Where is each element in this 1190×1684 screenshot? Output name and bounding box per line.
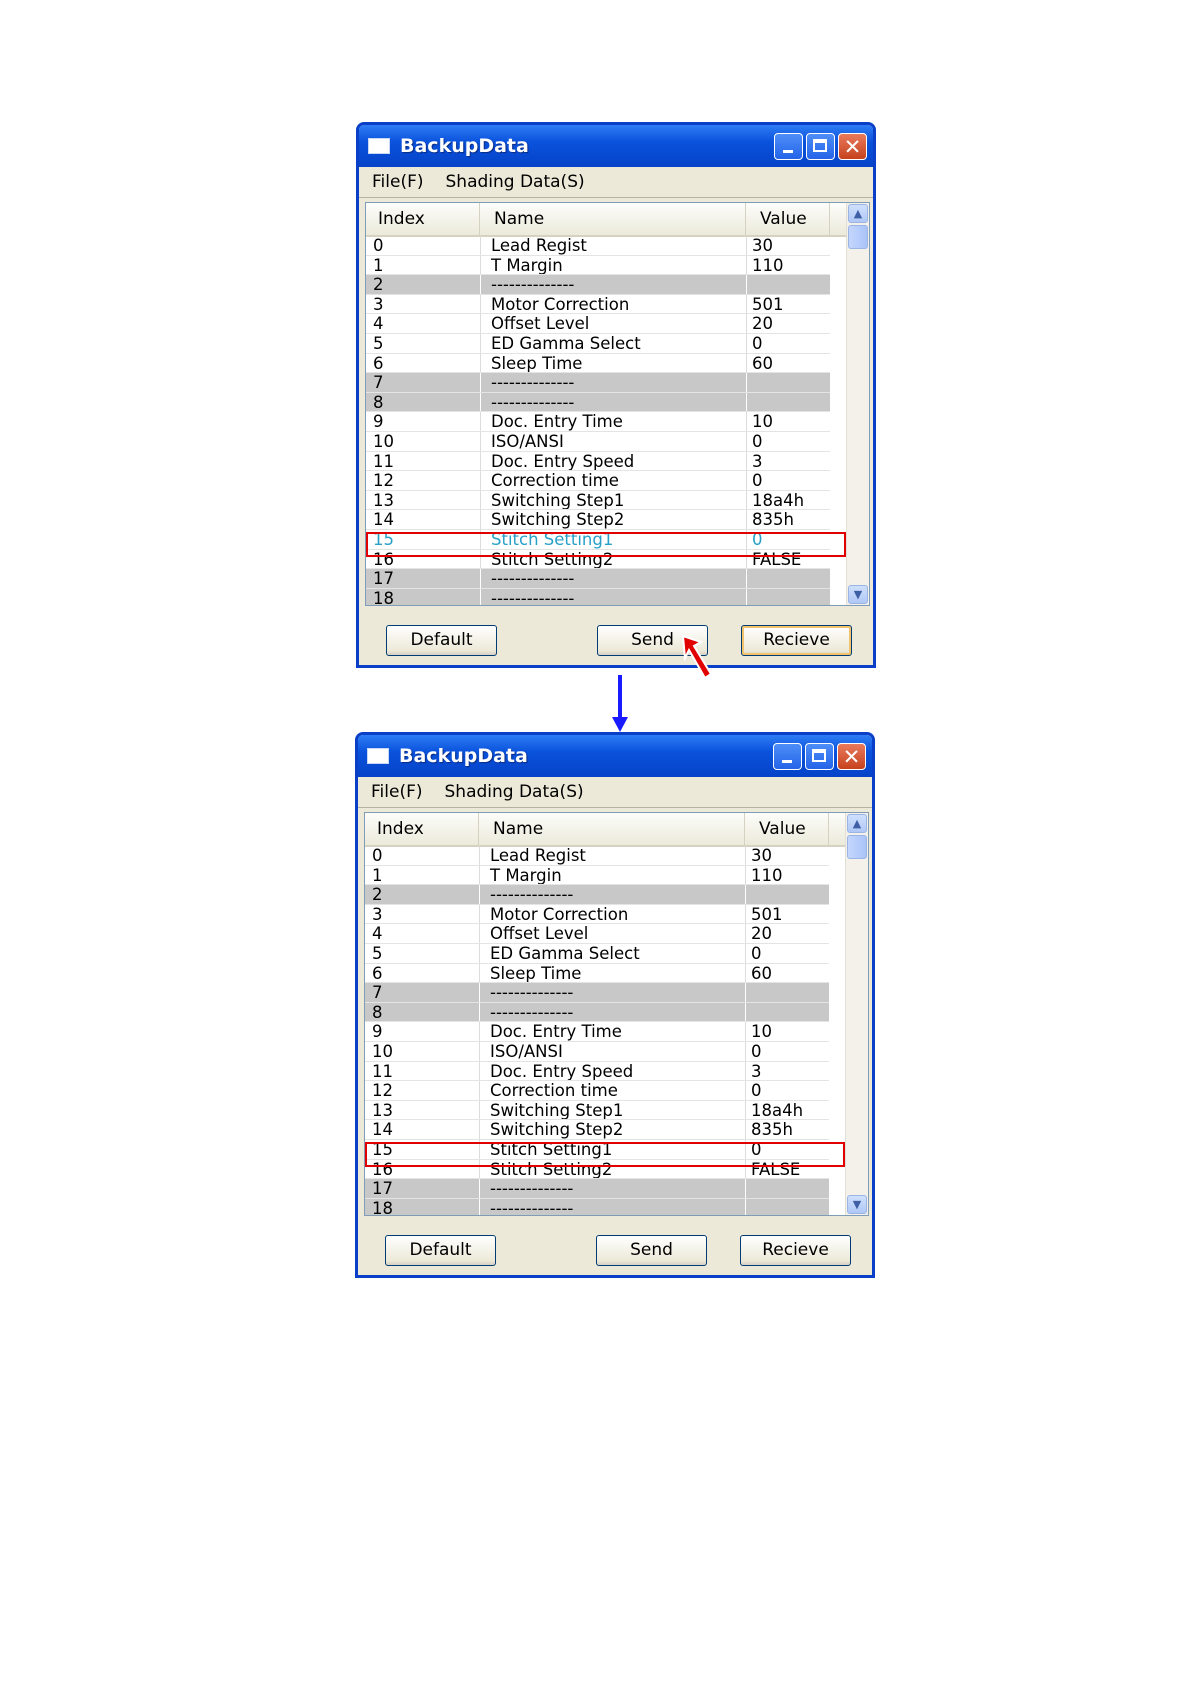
flow-down-arrow-icon <box>612 675 628 733</box>
backup-data-list[interactable] <box>364 812 869 1216</box>
receive-button[interactable]: Recieve <box>741 625 852 656</box>
list-header <box>365 813 868 847</box>
list-row[interactable] <box>366 256 830 276</box>
list-row[interactable] <box>366 432 830 452</box>
list-row-separator[interactable] <box>365 885 829 905</box>
menu-bar <box>358 777 872 808</box>
row-index-cell: 10 <box>373 431 394 451</box>
row-index-cell: 3 <box>372 904 383 924</box>
row-value-cell <box>745 1179 829 1198</box>
row-name-cell: Lead Regist <box>479 846 745 865</box>
menu-shading-data[interactable]: Shading Data(S) <box>444 782 584 802</box>
row-index-cell: 14 <box>373 510 394 529</box>
row-index-cell: 9 <box>372 1022 383 1041</box>
list-row[interactable] <box>365 944 829 964</box>
minimize-icon <box>782 760 792 763</box>
row-index-cell: 15 <box>373 529 394 549</box>
vertical-scrollbar[interactable] <box>845 813 868 1215</box>
list-row[interactable] <box>365 1140 829 1160</box>
row-value-cell: 110 <box>745 866 829 885</box>
scroll-thumb[interactable] <box>848 225 868 249</box>
row-value-cell: 501 <box>745 905 829 924</box>
list-row[interactable] <box>366 550 830 570</box>
row-value-cell: 835h <box>746 510 830 529</box>
list-row-separator[interactable] <box>365 1003 829 1023</box>
row-name-cell: Lead Regist <box>480 236 746 255</box>
row-index-cell: 5 <box>373 333 384 353</box>
list-row-separator[interactable] <box>366 393 830 413</box>
row-value-cell: 10 <box>745 1022 829 1041</box>
row-value-cell: 0 <box>745 944 829 963</box>
row-value-cell: 30 <box>746 236 830 255</box>
app-icon <box>367 748 389 764</box>
row-name-cell: Correction time <box>480 471 746 490</box>
list-row[interactable] <box>365 1042 829 1062</box>
scroll-down-icon[interactable]: ▼ <box>847 1195 867 1214</box>
menu-bar <box>359 167 873 198</box>
row-index-cell: 0 <box>373 236 384 255</box>
row-value-cell: 30 <box>745 846 829 865</box>
row-index-cell: 4 <box>373 314 384 333</box>
row-value-cell: 18a4h <box>745 1101 829 1120</box>
row-value-cell: 0 <box>746 334 830 353</box>
vertical-scrollbar[interactable] <box>846 203 869 605</box>
list-row-separator[interactable] <box>366 373 830 393</box>
row-name-cell: Stitch Setting2 <box>480 550 746 569</box>
list-row-separator[interactable] <box>366 569 830 589</box>
row-name-cell: Motor Correction <box>480 295 746 314</box>
list-header <box>366 203 869 237</box>
default-button[interactable]: Default <box>385 1235 496 1266</box>
row-name-cell: -------------- <box>479 1199 745 1216</box>
row-index-cell: 18 <box>373 588 394 606</box>
list-row[interactable] <box>366 354 830 374</box>
row-name-cell: -------------- <box>480 373 746 392</box>
row-index-cell: 2 <box>372 885 383 904</box>
row-value-cell: 20 <box>745 924 829 943</box>
row-name-cell: -------------- <box>480 275 746 294</box>
minimize-button[interactable] <box>773 743 802 770</box>
row-index-cell: 17 <box>372 1179 393 1198</box>
row-index-cell: 5 <box>372 943 383 963</box>
list-row[interactable] <box>366 295 830 315</box>
row-name-cell: -------------- <box>480 393 746 412</box>
row-index-cell: 13 <box>373 490 394 510</box>
row-value-cell: 3 <box>746 452 830 471</box>
close-button[interactable] <box>837 743 866 770</box>
row-index-cell: 14 <box>372 1120 393 1139</box>
column-header-value[interactable]: Value <box>746 203 830 235</box>
column-header-value[interactable]: Value <box>745 813 829 845</box>
row-name-cell: ISO/ANSI <box>479 1042 745 1061</box>
row-index-cell: 16 <box>372 1159 393 1179</box>
row-value-cell: FALSE <box>745 1160 829 1179</box>
row-name-cell: ED Gamma Select <box>480 334 746 353</box>
row-index-cell: 13 <box>372 1100 393 1120</box>
row-value-cell <box>745 1003 829 1022</box>
row-name-cell: T Margin <box>479 866 745 885</box>
row-value-cell: FALSE <box>746 550 830 569</box>
row-value-cell <box>745 983 829 1002</box>
row-index-cell: 11 <box>373 451 394 471</box>
menu-shading-data[interactable]: Shading Data(S) <box>445 172 585 192</box>
row-index-cell: 8 <box>373 392 384 412</box>
list-row[interactable] <box>365 1081 829 1101</box>
row-name-cell: Sleep Time <box>480 354 746 373</box>
row-value-cell <box>745 1199 829 1216</box>
app-icon <box>368 138 390 154</box>
row-value-cell: 20 <box>746 314 830 333</box>
row-name-cell: Stitch Setting1 <box>479 1140 745 1159</box>
row-name-cell: -------------- <box>480 569 746 588</box>
row-value-cell: 0 <box>746 432 830 451</box>
list-row-separator[interactable] <box>366 589 830 606</box>
column-header-name[interactable]: Name <box>480 203 746 235</box>
row-value-cell: 835h <box>745 1120 829 1139</box>
row-name-cell: Stitch Setting2 <box>479 1160 745 1179</box>
row-value-cell: 0 <box>745 1042 829 1061</box>
row-value-cell: 0 <box>745 1081 829 1100</box>
list-row[interactable] <box>366 236 830 256</box>
list-row[interactable] <box>366 412 830 432</box>
list-rows <box>366 236 830 606</box>
row-value-cell <box>746 393 830 412</box>
scroll-down-icon[interactable]: ▼ <box>848 585 868 604</box>
row-name-cell: -------------- <box>480 589 746 606</box>
list-rows <box>365 846 829 1216</box>
row-index-cell: 0 <box>372 846 383 865</box>
row-name-cell: -------------- <box>479 983 745 1002</box>
close-button[interactable] <box>838 133 867 160</box>
column-header-index[interactable]: Index <box>365 813 479 845</box>
row-name-cell: -------------- <box>479 885 745 904</box>
row-name-cell: Doc. Entry Speed <box>479 1062 745 1081</box>
list-row[interactable] <box>365 1022 829 1042</box>
receive-button[interactable]: Recieve <box>740 1235 851 1266</box>
row-name-cell: ISO/ANSI <box>480 432 746 451</box>
scroll-up-icon[interactable]: ▲ <box>848 204 868 223</box>
list-row[interactable] <box>366 452 830 472</box>
maximize-icon <box>812 749 826 762</box>
list-row[interactable] <box>365 846 829 866</box>
row-value-cell: 3 <box>745 1062 829 1081</box>
close-icon: ✕ <box>842 745 861 769</box>
row-name-cell: Offset Level <box>479 924 745 943</box>
row-index-cell: 15 <box>372 1139 393 1159</box>
row-name-cell: Switching Step2 <box>479 1120 745 1139</box>
window-title: BackupData <box>400 135 529 157</box>
row-index-cell: 7 <box>373 373 384 392</box>
list-row[interactable] <box>366 491 830 511</box>
list-row[interactable] <box>366 530 830 550</box>
list-row[interactable] <box>365 866 829 886</box>
list-row-separator[interactable] <box>365 983 829 1003</box>
row-value-cell: 10 <box>746 412 830 431</box>
row-index-cell: 6 <box>372 963 383 983</box>
row-index-cell: 3 <box>373 294 384 314</box>
row-value-cell: 110 <box>746 256 830 275</box>
title-bar[interactable] <box>358 735 872 777</box>
row-value-cell: 18a4h <box>746 491 830 510</box>
row-name-cell: Switching Step2 <box>480 510 746 529</box>
scroll-thumb[interactable] <box>847 835 867 859</box>
maximize-button[interactable] <box>806 133 835 160</box>
row-name-cell: ED Gamma Select <box>479 944 745 963</box>
row-name-cell: Correction time <box>479 1081 745 1100</box>
row-value-cell: 0 <box>746 530 830 549</box>
row-index-cell: 12 <box>372 1081 393 1100</box>
row-name-cell: Stitch Setting1 <box>480 530 746 549</box>
send-button[interactable]: Send <box>597 625 708 656</box>
send-button[interactable]: Send <box>596 1235 707 1266</box>
list-row[interactable] <box>365 1120 829 1140</box>
row-name-cell: Doc. Entry Time <box>480 412 746 431</box>
row-name-cell: Offset Level <box>480 314 746 333</box>
list-row[interactable] <box>365 905 829 925</box>
list-row[interactable] <box>365 964 829 984</box>
menu-file[interactable]: File(F) <box>372 172 424 192</box>
row-value-cell: 60 <box>745 964 829 983</box>
row-value-cell: 0 <box>745 1140 829 1159</box>
list-row[interactable] <box>366 510 830 530</box>
default-button[interactable]: Default <box>386 625 497 656</box>
row-index-cell: 1 <box>372 865 383 885</box>
row-index-cell: 10 <box>372 1041 393 1061</box>
row-value-cell <box>746 589 830 606</box>
pointer-arrow-icon <box>681 634 717 682</box>
row-name-cell: -------------- <box>479 1003 745 1022</box>
scroll-up-icon[interactable]: ▲ <box>847 814 867 833</box>
minimize-icon <box>783 150 793 153</box>
row-index-cell: 1 <box>373 255 384 275</box>
row-name-cell: Doc. Entry Time <box>479 1022 745 1041</box>
list-row[interactable] <box>366 314 830 334</box>
row-index-cell: 17 <box>373 569 394 588</box>
list-row[interactable] <box>365 1160 829 1180</box>
row-value-cell: 60 <box>746 354 830 373</box>
row-index-cell: 16 <box>373 549 394 569</box>
backupdata-window-after <box>355 732 875 1278</box>
row-name-cell: Switching Step1 <box>480 491 746 510</box>
row-index-cell: 12 <box>373 471 394 490</box>
row-value-cell <box>745 885 829 904</box>
list-row[interactable] <box>366 471 830 491</box>
list-row-separator[interactable] <box>365 1179 829 1199</box>
list-row[interactable] <box>365 1062 829 1082</box>
list-row[interactable] <box>366 334 830 354</box>
maximize-button[interactable] <box>805 743 834 770</box>
list-row[interactable] <box>365 1101 829 1121</box>
row-name-cell: Sleep Time <box>479 964 745 983</box>
title-bar[interactable] <box>359 125 873 167</box>
backup-data-list[interactable] <box>365 202 870 606</box>
row-name-cell: T Margin <box>480 256 746 275</box>
row-name-cell: Doc. Entry Speed <box>480 452 746 471</box>
window-title: BackupData <box>399 745 528 767</box>
minimize-button[interactable] <box>774 133 803 160</box>
row-name-cell: -------------- <box>479 1179 745 1198</box>
menu-file[interactable]: File(F) <box>371 782 423 802</box>
close-icon: ✕ <box>843 135 862 159</box>
row-index-cell: 6 <box>373 353 384 373</box>
list-row-separator[interactable] <box>366 275 830 295</box>
row-value-cell <box>746 275 830 294</box>
row-index-cell: 4 <box>372 924 383 943</box>
row-index-cell: 7 <box>372 983 383 1002</box>
backupdata-window-before <box>356 122 876 668</box>
column-header-index[interactable]: Index <box>366 203 480 235</box>
row-index-cell: 18 <box>372 1198 393 1216</box>
row-value-cell <box>746 569 830 588</box>
row-index-cell: 2 <box>373 275 384 294</box>
list-row[interactable] <box>365 924 829 944</box>
column-header-name[interactable]: Name <box>479 813 745 845</box>
row-name-cell: Motor Correction <box>479 905 745 924</box>
row-index-cell: 8 <box>372 1002 383 1022</box>
row-index-cell: 11 <box>372 1061 393 1081</box>
row-name-cell: Switching Step1 <box>479 1101 745 1120</box>
row-index-cell: 9 <box>373 412 384 431</box>
row-value-cell: 0 <box>746 471 830 490</box>
row-value-cell <box>746 373 830 392</box>
list-row-separator[interactable] <box>365 1199 829 1216</box>
maximize-icon <box>813 139 827 152</box>
row-value-cell: 501 <box>746 295 830 314</box>
